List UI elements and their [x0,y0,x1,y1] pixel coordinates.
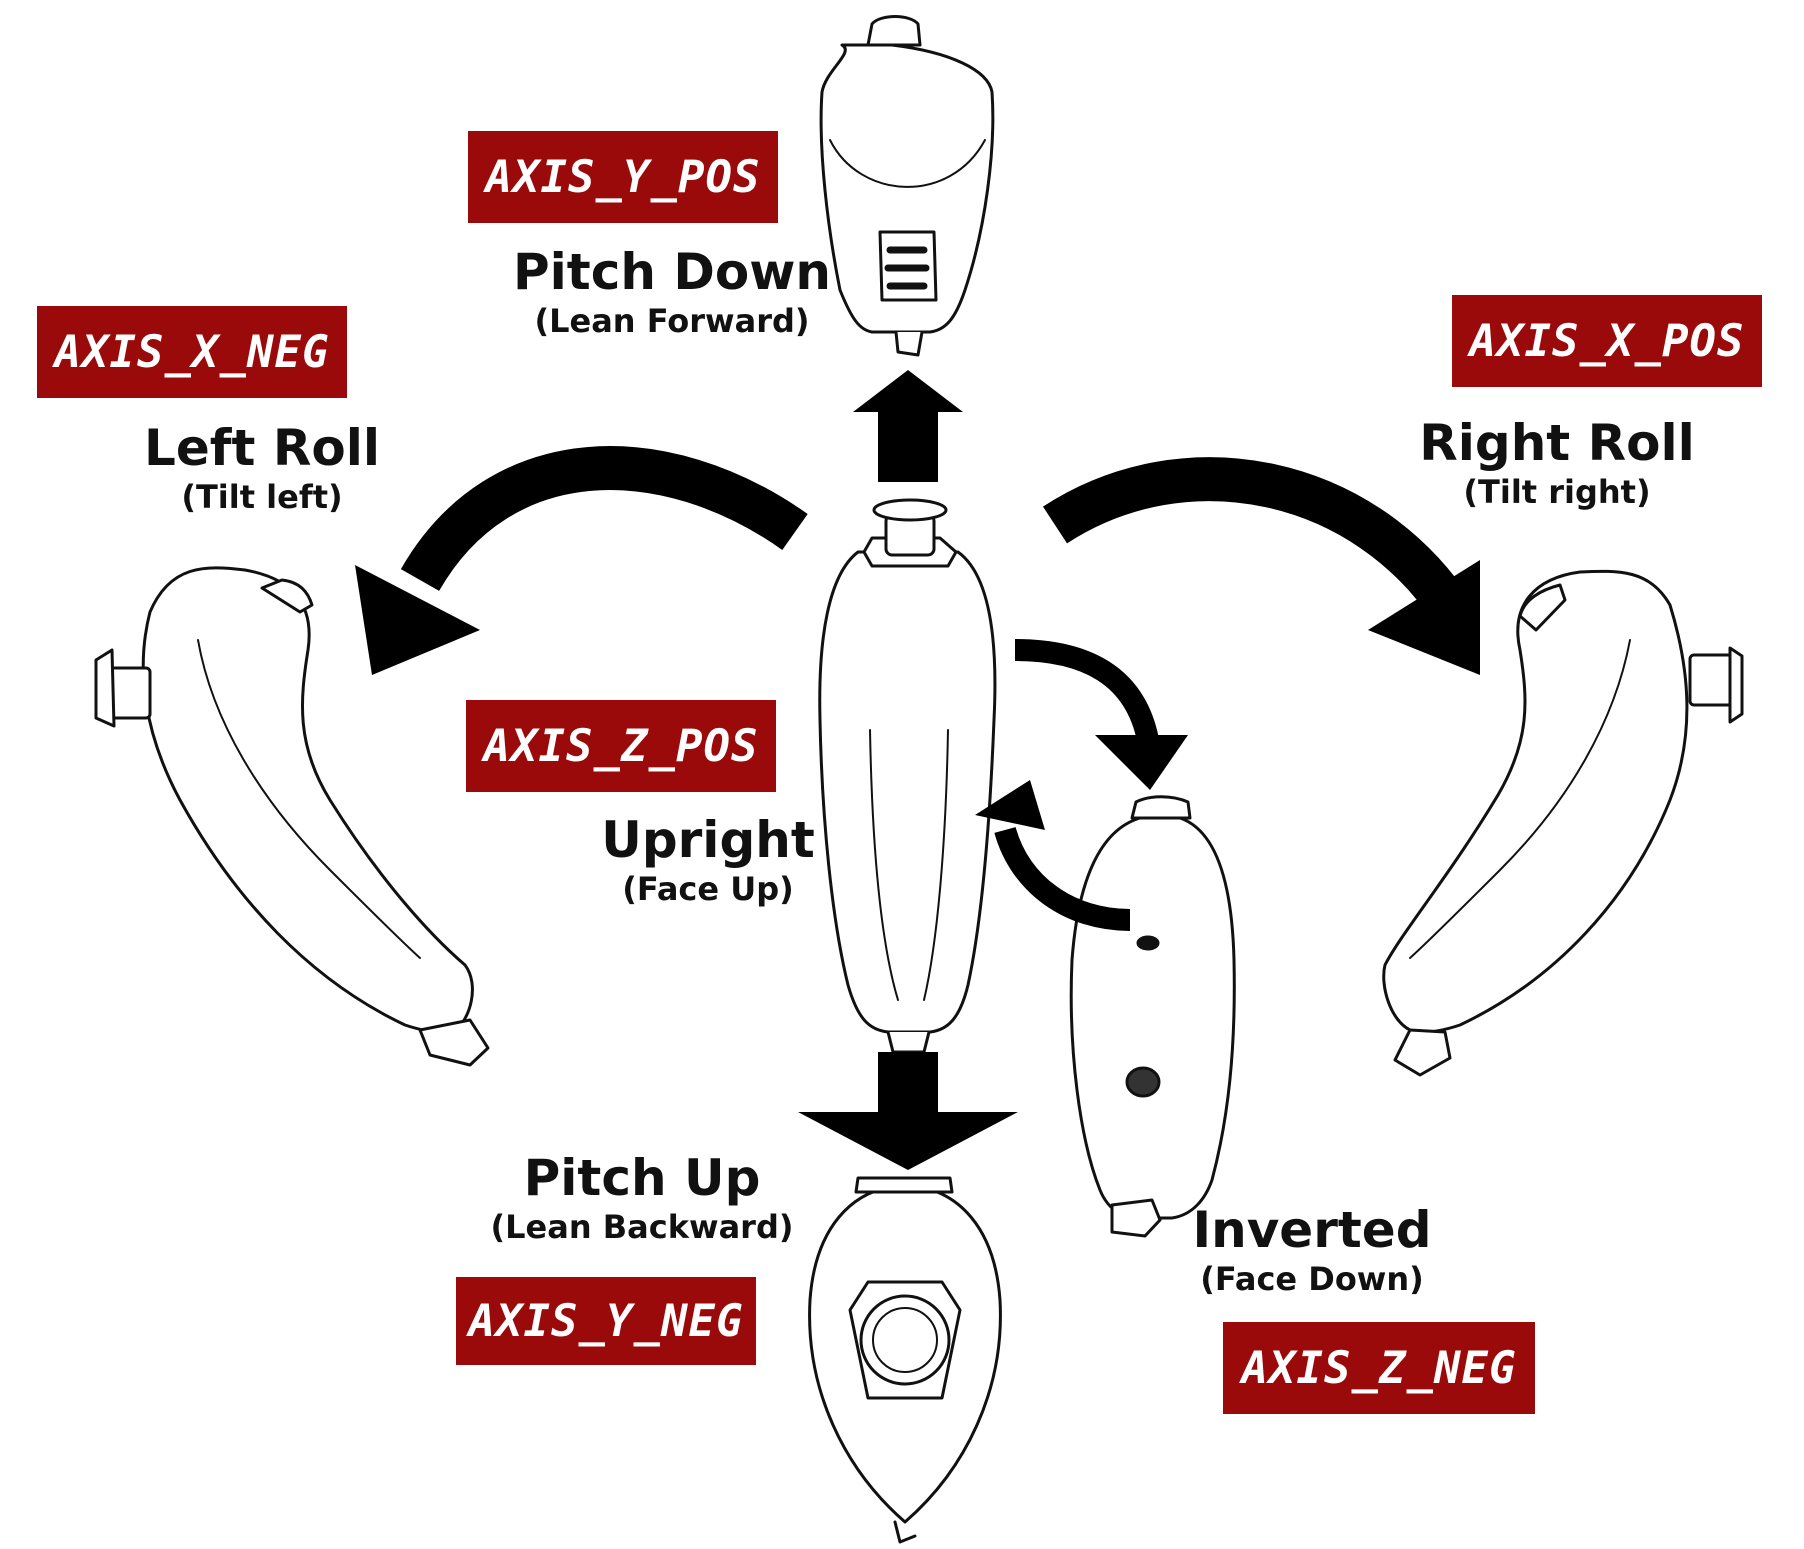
label-pitch-down-subtitle: (Lean Forward) [534,302,810,340]
arrow-flip-down-icon [1015,650,1148,740]
controller-pitch-up-drawing [810,1178,1001,1542]
arrow-down-icon [798,1052,1018,1170]
arrow-up-icon [853,370,963,482]
tag-axis-z-neg: AXIS_Z_NEG [1223,1322,1535,1414]
arrow-left-roll-head-icon [355,565,480,675]
controller-upright-drawing [820,500,995,1052]
label-inverted-title: Inverted [1192,1201,1432,1259]
label-pitch-down-title: Pitch Down [513,243,831,301]
label-inverted-subtitle: (Face Down) [1200,1260,1424,1298]
label-right-roll-subtitle: (Tilt right) [1463,473,1651,511]
label-upright [601,810,814,908]
label-left-roll-subtitle: (Tilt left) [181,478,343,516]
label-inverted [1193,1200,1432,1298]
label-left-roll [144,418,380,516]
controller-inverted-drawing [1071,797,1234,1236]
label-pitch-up [491,1148,794,1246]
tag-axis-y-pos: AXIS_Y_POS [468,131,778,223]
label-right-roll-title: Right Roll [1419,414,1695,472]
tag-axis-y-neg: AXIS_Y_NEG [456,1277,756,1365]
arrow-left-roll-icon [420,468,795,580]
controller-pitch-down-drawing [821,17,993,356]
arrow-right-roll-icon [1055,479,1455,615]
tag-axis-x-pos: AXIS_X_POS [1452,295,1762,387]
label-right-roll [1419,413,1694,511]
arrow-flip-down-head-icon [1095,735,1188,790]
tag-axis-z-pos: AXIS_Z_POS [466,700,776,792]
label-pitch-up-subtitle: (Lean Backward) [490,1208,794,1246]
label-upright-subtitle: (Face Up) [622,870,794,908]
tag-axis-x-neg: AXIS_X_NEG [37,306,347,398]
label-pitch-up-title: Pitch Up [523,1149,761,1207]
label-pitch-down [513,242,831,340]
label-left-roll-title: Left Roll [144,419,380,477]
label-upright-title: Upright [601,811,815,869]
